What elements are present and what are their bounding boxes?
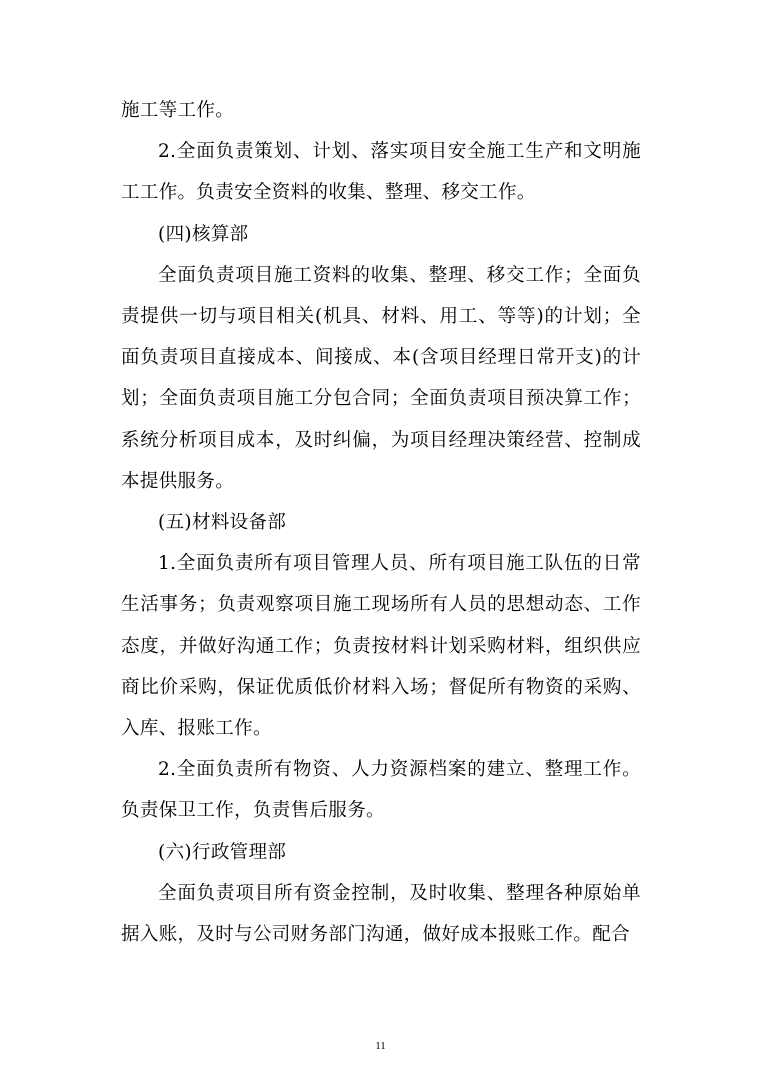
paragraph-safety-duty-2: 2.全面负责策划、计划、落实项目安全施工生产和文明施工工作。负责安全资料的收集、整理、移交工作。 (121, 141, 641, 204)
section-heading-accounting: (四)核算部 (158, 223, 249, 245)
paragraph-accounting-duties: 全面负责项目施工资料的收集、整理、移交工作；全面负责提供一切与项目相关(机具、材料、用工、等等)的计划；全面负责项目直接成本、间接成、本(含项目经理日常开支)的计划；全面负责项目施工分包合同；全面负责项目预决算工作；系统分析项目成本，及时纠偏，为项目经理决策经营、控制成本提供服务。 (121, 264, 641, 492)
section-heading-materials: (五)材料设备部 (158, 512, 287, 534)
body-text (121, 90, 641, 955)
paragraph-administration-duties: 全面负责项目所有资金控制，及时收集、整理各种原始单据入账，及时与公司财务部门沟通，做好成本报账工作。配合 (121, 882, 641, 946)
paragraph-materials-duty-2: 2.全面负责所有物资、人力资源档案的建立、整理工作。负责保卫工作，负责售后服务。 (121, 759, 641, 822)
paragraph-materials-duty-1: 1.全面负责所有项目管理人员、所有项目施工队伍的日常生活事务；负责观察项目施工现场所有人员的思想动态、工作态度，并做好沟通工作；负责按材料计划采购材料，组织供应商比价采购，保证优质低价材料入场；督促所有物资的采购、入库、报账工作。 (121, 553, 641, 740)
page-number: 11 (375, 1040, 386, 1052)
paragraph-continuation: 施工等工作。 (121, 100, 235, 121)
section-heading-administration: (六)行政管理部 (158, 841, 287, 863)
